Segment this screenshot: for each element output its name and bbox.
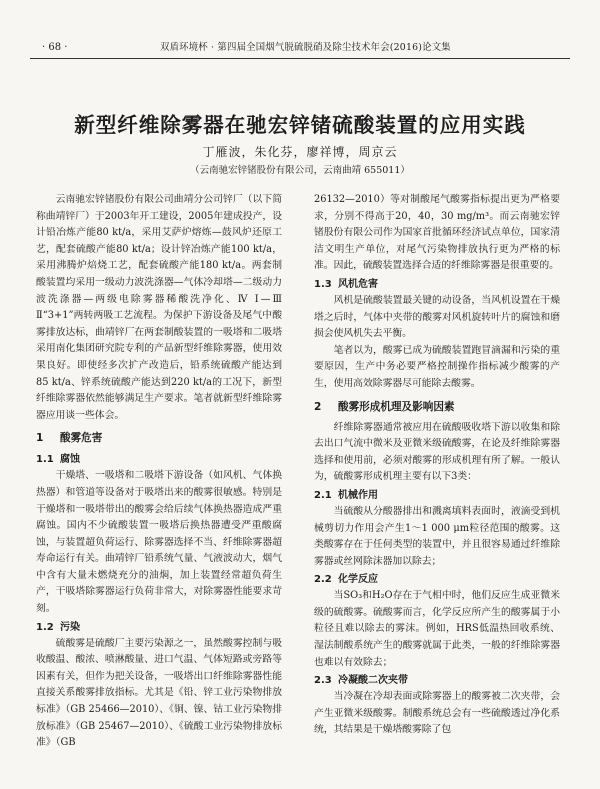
intro-paragraph: 云南驰宏锌锗股份有限公司曲靖分公司锌厂（以下简称曲靖锌厂）于2003年开工建设，2005年建成投产，设计铅冶炼产能80 kt/a，采用艾萨炉熔炼—鼓风炉还原工艺，配套硫酸产能80 kt/a；设计锌冶炼产能100 kt/a，采用沸腾炉焙烧工艺，配套硫酸产能180 kt/a。两套制酸装置均采用一级动力波洗涤器—气体冷却塔—二级动力波洗涤器—两级电除雾器稀酸洗净化、Ⅳ Ⅰ—Ⅲ Ⅱ“3+1”两转两吸工艺流程。为保护下游设备及尾气中酸雾排放达标，曲靖锌厂在两套制酸装置的一吸塔和二吸塔采用南化集团研究院专利的产品新型纤维除雾器，使用效果良好。即使经多次扩产改造后，铅系统硫酸产能达到85 kt/a、锌系统硫酸产能达到220 kt/a的工况下，新型纤维除雾器依然能够满足生产要求。笔者就新型纤维除雾器应用谈一些体会。	[36, 194, 282, 421]
section-2-2-paragraph: 当SO₃和H₂O存在于气相中时，他们反应生成亚微米级的硫酸雾。硫酸雾而言，化学反应所产生的酸雾属于小粒径且难以除去的雾沫。例如，HRS低温热回收系统、湿法制酸系统产生的酸雾就属于此类，一般的纤维除雾器也难以有效除去；	[314, 590, 560, 668]
section-2-2-title: 化学反应	[338, 574, 378, 586]
section-2-1-paragraph: 当硫酸从分酸器排出和溅离填料表面时，液滴受到机械剪切力作用会产生1～1 000 μm粒径范围的酸雾。这类酸雾存在于任何类型的装置中，并且很容易通过纤维除雾器或丝网除沫器加以除去；	[314, 505, 560, 567]
section-1-2-paragraph: 硫酸雾是硫酸厂主要污染源之一，虽然酸雾控制与吸收酸温、酸浓、喷淋酸量、进口气温、气体短路或旁路等因素有关，但作为把关设备，一吸塔出口纤维除雾器性能直接关系酸雾排放指标。尤其是《铅、锌工业污染物排放标准》（GB 25466—2010）、《铜、镍、钴工业污染物排放标准》（GB 25467—2010）、《硫酸工业污染物排放标准》（GB	[36, 637, 282, 749]
right-column	[314, 192, 560, 739]
section-1-1-title: 腐蚀	[60, 454, 80, 466]
section-2-1-heading	[314, 487, 560, 504]
section-1-3-heading	[314, 276, 560, 293]
section-2-3-heading	[314, 672, 560, 689]
section-2-3-paragraph: 当冷凝在冷却表面或除雾器上的酸雾被二次夹带，会产生亚微米级酸雾。制酸系统总会有一些硫酸透过净化系统，其结果是干燥塔酸雾除了包	[314, 691, 560, 736]
section-1-3-paragraph-2: 笔者以为，酸雾已成为硫酸装置跑冒滴漏和污染的重要原因，生产中务必要严格控制操作指标减少酸雾的产生，使用高效除雾器尽可能除去酸雾。	[314, 344, 560, 389]
section-2-number: 2	[314, 400, 322, 413]
page-number: · 68 ·	[42, 42, 68, 53]
section-1-number: 1	[36, 432, 44, 445]
section-1-title: 酸雾危害	[60, 432, 103, 445]
paper-authors: 丁雁波，朱化芬，廖祥博，周京云	[202, 145, 398, 159]
section-1-heading	[36, 429, 282, 447]
running-title: 双盾环境杯 · 第四届全国烟气脱硫脱硝及除尘技术年会(2016)论文集	[160, 42, 451, 53]
section-1-1-number: 1.1	[36, 454, 54, 466]
left-column	[36, 192, 282, 752]
section-1-1-heading	[36, 451, 282, 468]
section-1-2-number: 1.2	[36, 621, 54, 633]
section-1-1-paragraph: 干燥塔、一吸塔和二吸塔下游设备（如风机、气体换热器）和管道等设备对于吸塔出来的酸雾很敏感。特别是干燥塔和一吸塔带出的酸雾会给后续气体换热器造成严重腐蚀。国内不少硫酸装置一吸塔后换热器遭受严重酸腐蚀，与装置超负荷运行、除雾器选择不当、纤维除雾器超寿命运行有关。曲靖锌厂铅系统气量、气液波动大，烟气中含有大量未燃烧充分的油焖，加上装置经常超负荷生产，干吸塔除雾器运行负荷非常大，对除雾器性能要求苛刻。	[36, 470, 282, 615]
section-1-2-heading	[36, 619, 282, 636]
section-2-title: 酸雾形成机理及影响因素	[338, 400, 455, 413]
section-2-heading	[314, 398, 560, 416]
section-2-1-title: 机械作用	[338, 489, 378, 501]
paper-affiliation: （云南驰宏锌锗股份有限公司，云南曲靖 655011）	[190, 165, 410, 176]
section-2-3-title: 冷凝酸二次夹带	[338, 675, 408, 687]
section-2-2-number: 2.2	[314, 574, 332, 586]
section-1-2-title: 污染	[60, 621, 80, 633]
running-header	[30, 40, 570, 56]
section-2-paragraph: 纤维除雾器通常被应用在硫酸吸收塔下游以收集和除去出口气流中微米及亚微米级硫酸雾，在论及纤维除雾器选择和使用前，必须对酸雾的形成机理有所了解。一般认为，硫酸雾形成机理主要有以下3类：	[314, 421, 560, 483]
section-1-3-paragraph-1: 风机是硫酸装置最关键的动设备，当风机设置在干燥塔之后时，气体中夹带的酸雾对风机旋转叶片的腐蚀和磨损会使风机失去平衡。	[314, 294, 560, 340]
section-1-3-title: 风机危害	[338, 278, 378, 290]
header-rule	[30, 58, 570, 59]
section-2-3-number: 2.3	[314, 675, 332, 687]
section-1-3-number: 1.3	[314, 278, 332, 290]
paper-title: 新型纤维除雾器在驰宏锌锗硫酸装置的应用实践	[74, 113, 526, 137]
section-2-2-heading	[314, 571, 560, 588]
section-2-1-number: 2.1	[314, 489, 332, 501]
section-1-2-paragraph-continued: 26132—2010）等对制酸尾气酸雾指标提出更为严格要求，分别不得高于20，40，30 mg/m³。而云南驰宏锌锗股份有限公司作为国家首批循环经济试点单位，国家清洁文明生产单位，对尾气污染物排放执行更为严格的标准。因此，硫酸装置选择合适的纤维除雾器是很重要的。	[314, 194, 560, 272]
